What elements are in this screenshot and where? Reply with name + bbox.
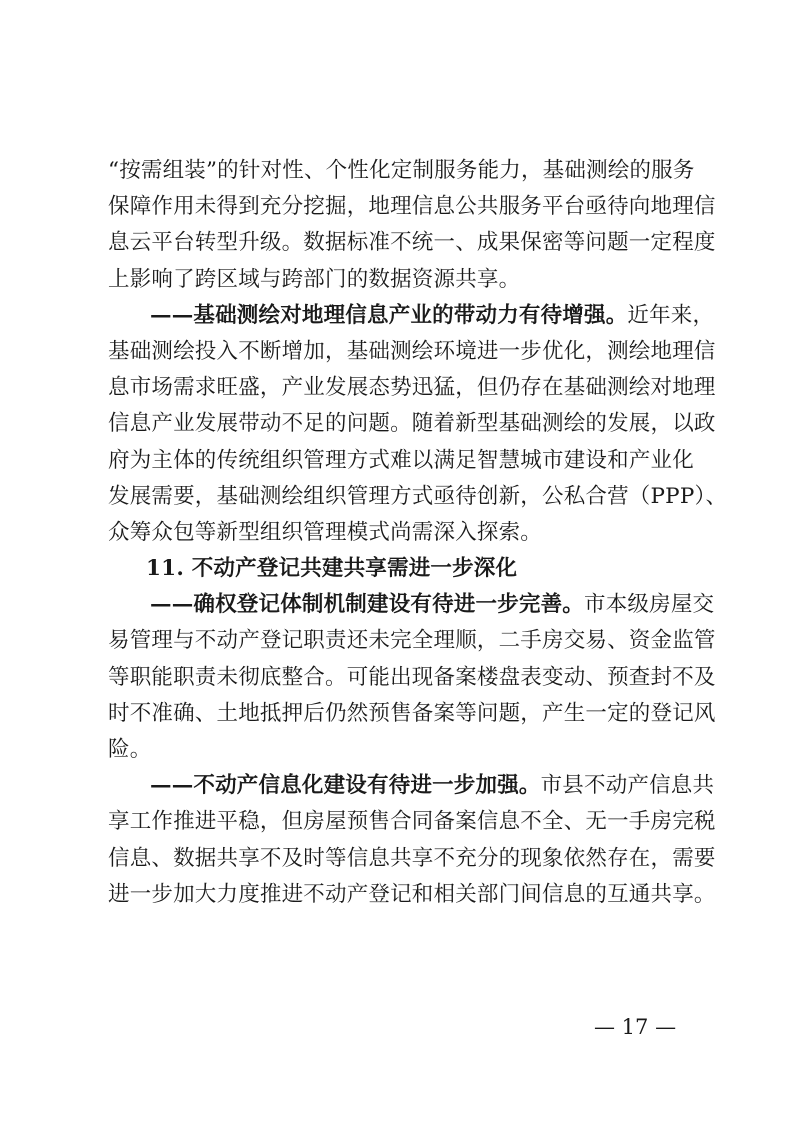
paragraph-line: 等职能职责未彻底整合。可能出现备案楼盘表变动、预查封不及 [108,664,716,690]
paragraph-lead-heading: ——确权登记体制机制建设有待进一步完善。 [150,592,585,618]
paragraph-line: 信息产业发展带动不足的问题。随着新型基础测绘的发展，以政 [108,411,716,437]
paragraph-text: 市本级房屋交 [584,592,715,618]
paragraph-line: 基础测绘投入不断增加，基础测绘环境进一步优化，测绘地理信 [108,338,716,364]
paragraph-line: 息云平台转型升级。数据标准不统一、成果保密等问题一定程度 [108,230,716,256]
paragraph-line: 时不准确、土地抵押后仍然预售备案等问题，产生一定的登记风 [108,700,716,726]
paragraph-line [108,768,715,804]
paragraph-line: 上影响了跨区域与跨部门的数据资源共享。 [108,266,521,292]
paragraph-line: 险。 [108,737,152,762]
paragraph-line: 享工作推进平稳，但房屋预售合同备案信息不全、无一手房完税 [108,809,716,835]
paragraph-line: 发展需要，基础测绘组织管理方式亟待创新，公私合营（PPP）、 [108,483,728,509]
body-text [108,153,728,913]
paragraph-line: “按需组装”的针对性、个性化定制服务能力，基础测绘的服务 [108,158,695,183]
paragraph-text: 近年来， [627,302,715,328]
paragraph-line: 府为主体的传统组织管理方式难以满足智慧城市建设和产业化 [108,447,694,473]
paragraph-line [108,298,715,334]
paragraph-text: 市县不动产信息共 [540,773,715,799]
paragraph-line: 信息、数据共享不及时等信息共享不充分的现象依然存在，需要 [108,845,716,871]
paragraph-line: 众筹众包等新型组织管理模式尚需深入探索。 [108,519,543,545]
section-heading: 11. 不动产登记共建共享需进一步深化 [146,556,518,582]
page-number: — 17 — [594,1015,677,1039]
paragraph-lead-heading: ——基础测绘对地理信息产业的带动力有待增强。 [150,302,628,328]
paragraph-lead-heading: ——不动产信息化建设有待进一步加强。 [150,773,541,799]
paragraph-line: 息市场需求旺盛，产业发展态势迅猛，但仍存在基础测绘对地理 [108,375,716,401]
paragraph-line: 进一步加大力度推进不动产登记和相关部门间信息的互通共享。 [108,881,716,907]
paragraph-line: 保障作用未得到充分挖掘，地理信息公共服务平台亟待向地理信 [108,194,716,220]
paragraph-line: 易管理与不动产登记职责还未完全理顺，二手房交易、资金监管 [108,628,716,654]
paragraph-line [108,587,715,623]
